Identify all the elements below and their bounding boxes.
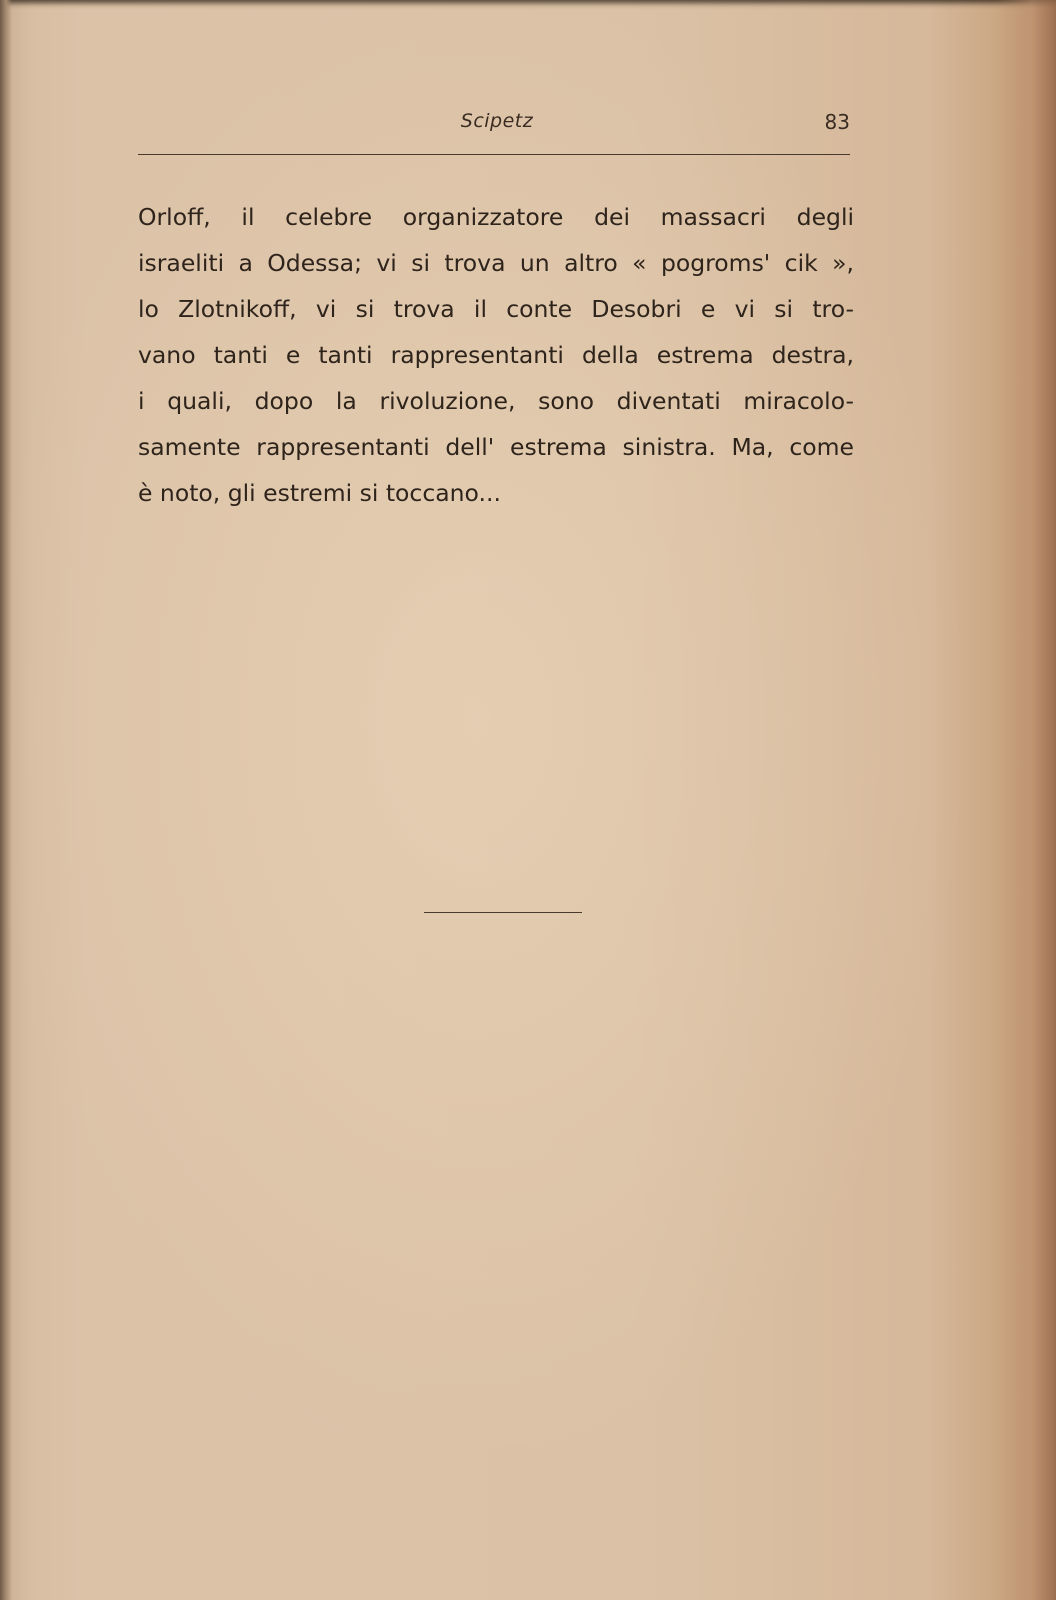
page-number: 83 (824, 110, 850, 134)
text-line-3: lo Zlotnikoff, vi si trova il conte Desobri e vi si tro- (138, 295, 854, 323)
chapter-end-rule (424, 912, 582, 913)
text-line-4: vano tanti e tanti rappresentanti della estrema destra, (138, 341, 854, 369)
text-line-6: samente rappresentanti dell' estrema sinistra. Ma, come (138, 433, 854, 461)
text-line-2: israeliti a Odessa; vi si trova un altro « pogroms' cik », (138, 249, 854, 277)
header-rule (138, 154, 850, 155)
running-head (138, 110, 856, 140)
page-left-edge (0, 0, 12, 1600)
running-head-title: Scipetz (460, 110, 534, 132)
text-line-1: Orloff, il celebre organizzatore dei massacri degli (138, 203, 854, 231)
body-paragraph (138, 194, 854, 516)
page-right-edge (996, 0, 1056, 1600)
text-line-5: i quali, dopo la rivoluzione, sono diventati miracolo- (138, 387, 854, 415)
text-line-7: è noto, gli estremi si toccano... (138, 479, 501, 507)
